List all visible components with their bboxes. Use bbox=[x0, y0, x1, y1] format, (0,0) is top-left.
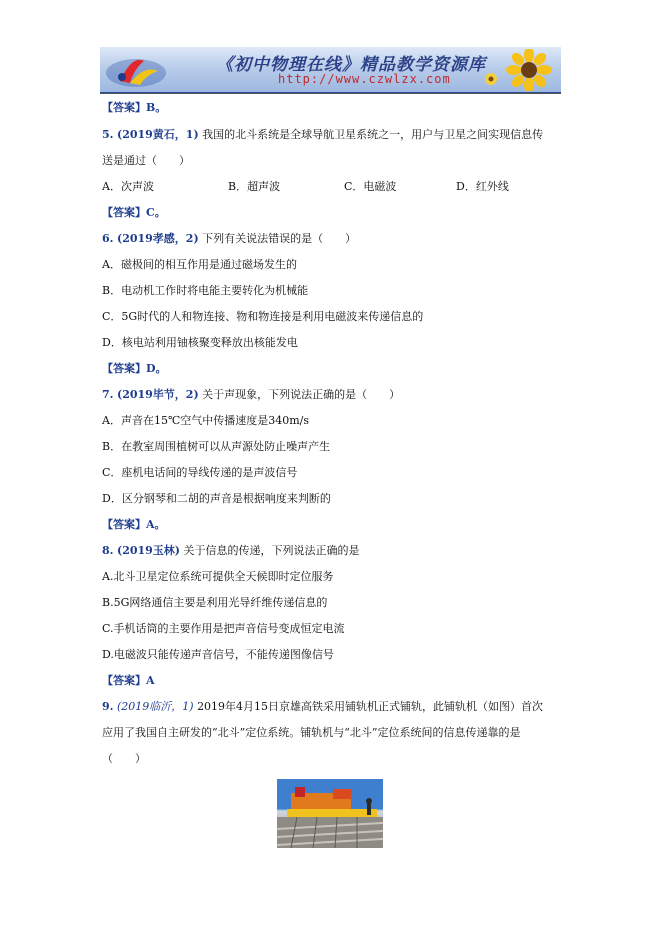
question-9-text: 2019年4月15日京雄高铁采用铺轨机正式铺轨，此铺轨机（如图）首次 bbox=[197, 700, 544, 713]
question-9-number: 9. bbox=[102, 700, 114, 713]
answer-5: 【答案】C。 bbox=[102, 206, 166, 219]
sunflower-icon bbox=[477, 49, 557, 91]
question-9-source: (2019临沂，1) bbox=[116, 700, 194, 713]
header-banner bbox=[100, 47, 561, 94]
question-8-option-b: B.5G网络通信主要是利用光导纤维传递信息的 bbox=[102, 596, 328, 609]
question-5-option-d: D．红外线 bbox=[456, 180, 509, 193]
question-6-stem bbox=[102, 232, 356, 246]
question-6-option-c: C．5G时代的人和物连接、物和物连接是利用电磁波来传递信息的 bbox=[102, 310, 424, 323]
track-laying-machine-illustration bbox=[277, 779, 383, 848]
question-7-number: 7. bbox=[102, 388, 114, 401]
question-6-text: 下列有关说法错误的是（ ） bbox=[202, 232, 357, 245]
question-6-number: 6. bbox=[102, 232, 114, 245]
question-7-source: (2019毕节，2) bbox=[116, 388, 199, 401]
question-8-number: 8. bbox=[102, 544, 114, 557]
header-divider bbox=[100, 93, 561, 94]
question-9-line2: 应用了我国自主研发的“北斗”定位系统。铺轨机与“北斗”定位系统间的信息传递靠的是 bbox=[102, 726, 521, 739]
answer-prev: 【答案】B。 bbox=[102, 101, 167, 114]
question-5-option-a: A．次声波 bbox=[102, 180, 154, 193]
question-5-number: 5. bbox=[102, 128, 114, 141]
question-7-option-c: C．座机电话间的导线传递的是声波信号 bbox=[102, 466, 298, 479]
answer-8: 【答案】A bbox=[102, 674, 155, 687]
question-6-option-a: A．磁极间的相互作用是通过磁场发生的 bbox=[102, 258, 297, 271]
question-6-option-b: B．电动机工作时将电能主要转化为机械能 bbox=[102, 284, 309, 297]
question-8-source: (2019玉林) bbox=[116, 544, 181, 557]
question-7-stem bbox=[102, 388, 400, 402]
banner-title: 《初中物理在线》精品教学资源库 bbox=[216, 55, 486, 75]
question-8-option-a: A.北斗卫星定位系统可提供全天候即时定位服务 bbox=[102, 570, 334, 583]
question-8-stem bbox=[102, 544, 360, 558]
answer-6: 【答案】D。 bbox=[102, 362, 167, 375]
question-7-option-d: D．区分钢琴和二胡的声音是根据响度来判断的 bbox=[102, 492, 331, 505]
question-5-text: 我国的北斗系统是全球导航卫星系统之一，用户与卫星之间实现信息传 bbox=[202, 128, 544, 141]
track-laying-machine-photo bbox=[277, 779, 383, 848]
question-5-line1 bbox=[102, 128, 543, 142]
question-5-option-c: C．电磁波 bbox=[344, 180, 397, 193]
site-logo-icon bbox=[100, 47, 170, 92]
question-5-source: (2019黄石，1) bbox=[116, 128, 199, 141]
banner-url[interactable]: http://www.czwlzx.com bbox=[278, 72, 451, 86]
question-6-option-d: D．核电站利用铀核聚变释放出核能发电 bbox=[102, 336, 298, 349]
question-9-line3: （ ） bbox=[102, 752, 146, 765]
question-8-option-c: C.手机话筒的主要作用是把声音信号变成恒定电流 bbox=[102, 622, 345, 635]
question-6-source: (2019孝感，2) bbox=[116, 232, 199, 245]
question-5-line2: 送是通过（ ） bbox=[102, 154, 190, 167]
question-9-line1 bbox=[102, 700, 543, 714]
question-8-text: 关于信息的传递，下列说法正确的是 bbox=[183, 544, 360, 557]
answer-7: 【答案】A。 bbox=[102, 518, 166, 531]
question-7-option-a: A．声音在15℃空气中传播速度是340m/s bbox=[102, 414, 310, 427]
question-5-option-b: B．超声波 bbox=[228, 180, 281, 193]
question-7-text: 关于声现象，下列说法正确的是（ ） bbox=[202, 388, 401, 401]
question-7-option-b: B．在教室周围植树可以从声源处防止噪声产生 bbox=[102, 440, 331, 453]
question-8-option-d: D.电磁波只能传递声音信号，不能传递图像信号 bbox=[102, 648, 334, 661]
